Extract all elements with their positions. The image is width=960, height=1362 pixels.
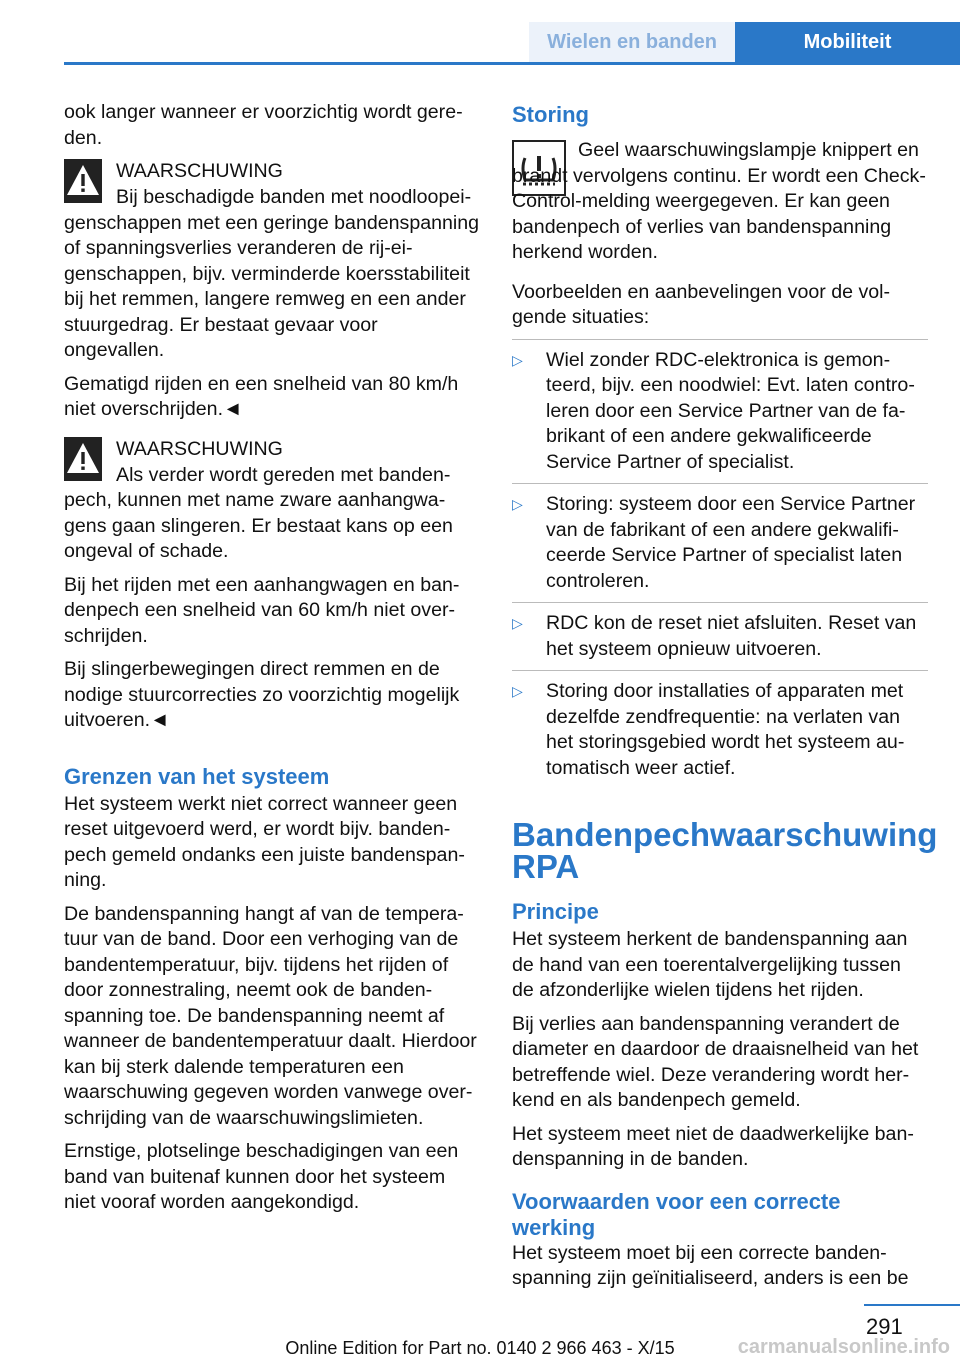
paragraph: Het systeem werkt niet correct wanneer geen reset uitgevoerd werd, er wordt bijv. bandenpech gemeld ondanks een juiste bandenspanning.: [64, 792, 465, 891]
paragraph: Geel waarschuwingslampje knippert en brandt vervolgens continu. Er wordt een Check-Control-melding weergegeven. Er kan geen bandenpech of verlies van bandenspanning herkend worden.: [512, 139, 926, 263]
triangle-bullet-icon: ▷: [512, 496, 523, 512]
page-header: [64, 22, 960, 65]
warning-title: WAARSCHUWING: [116, 437, 283, 460]
warning-instruction: Gematigd rijden en een snelheid van 80 km/h niet overschrijden.◄: [64, 372, 459, 420]
warning-triangle-icon: [64, 437, 102, 481]
chapter-heading: Bandenpechwaarschuwing RPA: [512, 816, 938, 885]
paragraph: Het systeem meet niet de daadwerkelijke bandenspanning in de banden.: [512, 1122, 914, 1170]
left-column: [64, 100, 480, 1224]
section-tab[interactable]: Wielen en banden: [529, 22, 735, 62]
paragraph: Bij verlies aan bandenspanning verandert de diameter en daardoor de draaisnelheid van het betreffende wiel. Deze verandering wordt herkend en als bandenpech gemeld.: [512, 1012, 919, 1111]
warning-instruction: Bij slingerbewegingen direct remmen en de nodige stuurcorrecties zo voorzichtig mogelijk uitvoeren.◄: [64, 658, 460, 731]
paragraph: Het systeem herkent de bandenspanning aan de hand van een toerentalvergelijking tussen de afzonderlijke wielen tijdens het rijden.: [512, 928, 908, 1001]
warning-triangle-icon: [64, 159, 102, 203]
situation-list: [512, 339, 928, 790]
list-item: ▷ Storing door installaties of apparaten met dezelfde zendfrequentie: na verlaten van het storingsgebied wordt het systeem automatisch weer actief.: [512, 670, 928, 789]
paragraph: Voorbeelden en aanbevelingen voor de volgende situaties:: [512, 280, 891, 328]
page-number: 291: [866, 1314, 903, 1339]
list-item: ▷ Storing: systeem door een Service Partner van de fabrikant of een andere gekwalificeerde Service Partner of specialist laten controleren.: [512, 483, 928, 602]
watermark: carmanualsonline.info: [737, 1336, 950, 1358]
section-heading: Principe: [512, 899, 599, 924]
warning-instruction: Bij het rijden met een aanhangwagen en bandenpech een snelheid van 60 km/h niet overschrijden.: [64, 573, 460, 647]
warning-block: [64, 159, 480, 423]
footer-rule: [864, 1304, 960, 1306]
chapter-tab[interactable]: Mobiliteit: [735, 22, 960, 62]
paragraph: ook langer wanneer er voorzichtig wordt gereden.: [64, 101, 463, 149]
edition-note: Online Edition for Part no. 0140 2 966 463 - X/15: [285, 1338, 675, 1358]
paragraph: Ernstige, plotselinge beschadigingen van een band van buitenaf kunnen door het systeem niet vooraf worden aangekondigd.: [64, 1140, 459, 1213]
warning-block: [64, 437, 480, 734]
section-heading: Storing: [512, 102, 589, 127]
limits-section: [64, 762, 480, 1216]
triangle-bullet-icon: ▷: [512, 683, 523, 699]
section-heading: Grenzen van het systeem: [64, 763, 330, 789]
list-item: ▷ Wiel zonder RDC-elektronica is gemonteerd, bijv. een noodwiel: Evt. laten controleren door een Service Partner van de fabrikant of een andere gekwalificeerde Service Partner of specialist.: [512, 339, 928, 484]
warning-text: Als verder wordt gereden met bandenpech, kunnen met name zware aanhangwagens gaan slingeren. Er bestaat kans op een ongeval of schade.: [64, 463, 453, 562]
triangle-bullet-icon: ▷: [512, 351, 523, 368]
warning-text: Bij beschadigde banden met noodloopeigenschappen met een geringe bandenspanning of spanningsverlies veranderen de rij-eigenschappen, bijv. verminderde koersstabiliteit bij het remmen, langere remweg en een ander stuurgedrag. Er bestaat gevaar voor ongevallen.: [64, 186, 480, 361]
right-column: [512, 100, 938, 1300]
paragraph: Het systeem moet bij een correcte bandenspanning zijn geïnitialiseerd, anders is een be: [512, 1241, 909, 1289]
paragraph: De bandenspanning hangt af van de temperatuur van de band. Door een verhoging van de bandentemperatuur, bijv. tijdens het rijden of door zonnestraling, neemt ook de bandenspanning toe. De bandenspanning neemt af wanneer de bandentemperatuur daalt. Hierdoor kan bij sterk dalende temperaturen een waarschuwing gegeven worden vanwege overschrijding van de waarschuwingslimieten.: [64, 902, 477, 1129]
section-heading: Voorwaarden voor een correcte werking: [512, 1188, 841, 1240]
triangle-bullet-icon: ▷: [512, 615, 523, 631]
list-item: ▷ RDC kon de reset niet afsluiten. Reset van het systeem opnieuw uitvoeren.: [512, 602, 928, 670]
warning-title: WAARSCHUWING: [116, 160, 283, 182]
